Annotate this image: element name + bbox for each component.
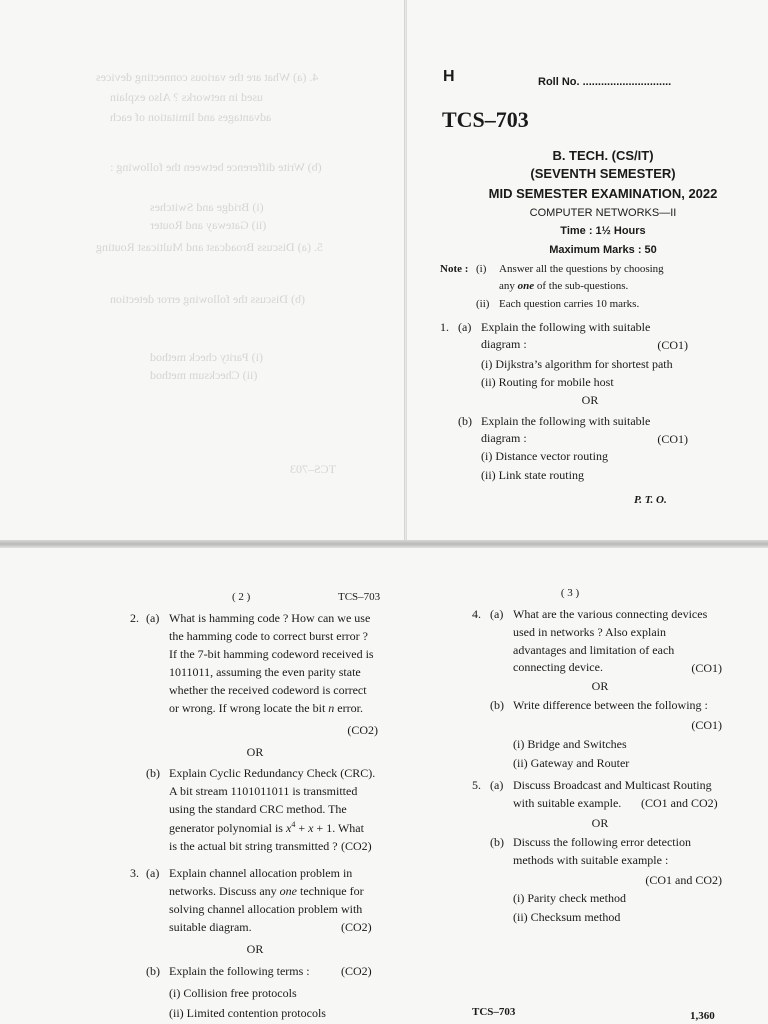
q5a-line: Discuss Broadcast and Multicast Routing — [513, 778, 712, 792]
q1b-sub-i: (i) Distance vector routing — [481, 449, 608, 463]
roll-no-label: Roll No. ............................. — [538, 76, 672, 88]
q4b-co: (CO1) — [691, 718, 722, 732]
q2a-line: What is hamming code ? How can we use — [169, 611, 371, 625]
or-divider: OR — [246, 745, 264, 759]
time-allowed: Time : 1½ Hours — [560, 225, 646, 237]
q4b-line: Write difference between the following : — [513, 698, 708, 712]
q4-number: 4. — [472, 607, 481, 621]
q4a-co: (CO1) — [691, 661, 722, 675]
q5b-sub-i: (i) Parity check method — [513, 891, 626, 905]
show-through-text: 4. (a) What are the various connecting devices — [96, 70, 319, 84]
q5a-co: (CO1 and CO2) — [641, 796, 718, 810]
q4a-line: used in networks ? Also explain — [513, 625, 666, 639]
q1a-line: Explain the following with suitable — [481, 320, 651, 334]
show-through-text: (i) Bridge and Switches — [150, 200, 264, 214]
show-through-text: (ii) Checksum method — [150, 368, 258, 382]
max-marks: Maximum Marks : 50 — [549, 244, 657, 256]
q1a-line: diagram : — [481, 337, 527, 351]
q4a-label: (a) — [490, 607, 504, 621]
subject: COMPUTER NETWORKS—II — [529, 207, 677, 219]
exam-title: MID SEMESTER EXAMINATION, 2022 — [488, 186, 718, 201]
footer-copies: 1,360 — [690, 1010, 715, 1022]
q1a-co: (CO1) — [657, 338, 688, 352]
q4b-sub-ii: (ii) Gateway and Router — [513, 756, 630, 770]
q1-number: 1. — [440, 320, 449, 334]
q1a-sub-i: (i) Dijkstra’s algorithm for shortest path — [481, 357, 673, 371]
q2a-line: 1011011, assuming the even parity state — [169, 665, 361, 679]
q3a-line: suitable diagram. — [169, 920, 252, 934]
q1b-sub-ii: (ii) Link state routing — [481, 468, 584, 482]
page-number: ( 2 ) — [232, 591, 251, 603]
page-fold — [404, 0, 407, 540]
or-divider: OR — [591, 679, 609, 693]
q3b-sub-ii: (ii) Limited contention protocols — [169, 1006, 326, 1020]
q3a-line: solving channel allocation problem with — [169, 902, 363, 916]
degree: B. TECH. (CS/IT) — [552, 148, 654, 163]
q1a-sub-ii: (ii) Routing for mobile host — [481, 375, 614, 389]
q5a-label: (a) — [490, 778, 504, 792]
semester: (SEVENTH SEMESTER) — [530, 166, 676, 181]
note-i-line2: any one of the sub-questions. — [499, 280, 629, 292]
q4a-line: advantages and limitation of each — [513, 643, 675, 657]
q4b-sub-i: (i) Bridge and Switches — [513, 737, 627, 751]
q1b-label: (b) — [458, 414, 472, 428]
q2-number: 2. — [130, 611, 139, 625]
show-through-text: 5. (a) Discuss Broadcast and Multicast Routing — [96, 240, 323, 254]
note-ii-prefix: (ii) — [476, 298, 490, 310]
course-code: TCS–703 — [442, 107, 529, 132]
q2b-line: is the actual bit string transmitted ? — [169, 839, 338, 853]
q1b-line: Explain the following with suitable — [481, 414, 651, 428]
exam-sheet-bottom — [0, 548, 768, 1024]
q2b-line: A bit stream 1101011011 is transmitted — [169, 784, 358, 798]
q2a-line: If the 7-bit hamming codeword received is — [169, 647, 374, 661]
note-ii: Each question carries 10 marks. — [499, 298, 640, 310]
q3-number: 3. — [130, 866, 139, 880]
q5-number: 5. — [472, 778, 481, 792]
header-code: TCS–703 — [338, 591, 381, 603]
q3a-line: networks. Discuss any one technique for — [169, 884, 364, 898]
show-through-text: (b) Discuss the following error detection — [110, 292, 305, 306]
note-i-line1: Answer all the questions by choosing — [499, 263, 664, 275]
q5b-co: (CO1 and CO2) — [645, 873, 722, 887]
q2a-line: the hamming code to correct burst error ? — [169, 629, 368, 643]
show-through-text: TCS–703 — [290, 462, 337, 476]
q5a-line: with suitable example. — [513, 796, 622, 810]
show-through-text: advantages and limitation of each — [110, 110, 272, 124]
q2b-polynomial-line: generator polynomial is $x^4 + x + 1$. What — [169, 820, 364, 835]
or-divider: OR — [246, 942, 264, 956]
q4b-label: (b) — [490, 698, 504, 712]
note-label: Note : — [440, 263, 469, 275]
q3b-co: (CO2) — [341, 964, 372, 978]
q1b-co: (CO1) — [657, 432, 688, 446]
q3b-label: (b) — [146, 964, 160, 978]
q5b-line: methods with suitable example : — [513, 853, 669, 867]
q4a-line: connecting device. — [513, 660, 603, 674]
q2b-co: (CO2) — [341, 839, 372, 853]
q3a-co: (CO2) — [341, 920, 372, 934]
q1b-line: diagram : — [481, 431, 527, 445]
q2b-line: Explain Cyclic Redundancy Check (CRC). — [169, 766, 376, 780]
q5b-label: (b) — [490, 835, 504, 849]
q2b-line: using the standard CRC method. The — [169, 802, 347, 816]
show-through-text: (b) Write difference between the following : — [110, 160, 322, 174]
show-through-text: (ii) Gateway and Router — [150, 218, 267, 232]
q3b-sub-i: (i) Collision free protocols — [169, 986, 297, 1000]
q3a-label: (a) — [146, 866, 160, 880]
q1a-label: (a) — [458, 320, 472, 334]
pto: P. T. O. — [634, 494, 667, 506]
page-number: ( 3 ) — [560, 587, 580, 599]
q2a-line: whether the received codeword is correct — [169, 683, 367, 697]
sheet-fold — [0, 540, 768, 548]
series-letter: H — [443, 68, 455, 85]
or-divider: OR — [591, 816, 609, 830]
q2a-label: (a) — [146, 611, 160, 625]
q2b-label: (b) — [146, 766, 160, 780]
footer-code: TCS–703 — [472, 1006, 516, 1018]
q4a-line: What are the various connecting devices — [513, 607, 708, 621]
q5b-sub-ii: (ii) Checksum method — [513, 910, 621, 924]
q3b-line: Explain the following terms : — [169, 964, 310, 978]
show-through-text: (i) Parity check method — [150, 350, 263, 364]
note-i-prefix: (i) — [476, 263, 487, 275]
q2a-line: or wrong. If wrong locate the bit n error. — [169, 701, 363, 715]
q2a-co: (CO2) — [347, 723, 378, 737]
q5b-line: Discuss the following error detection — [513, 835, 691, 849]
or-divider: OR — [581, 393, 599, 407]
show-through-text: used in networks ? Also explain — [110, 90, 263, 104]
q3a-line: Explain channel allocation problem in — [169, 866, 353, 880]
